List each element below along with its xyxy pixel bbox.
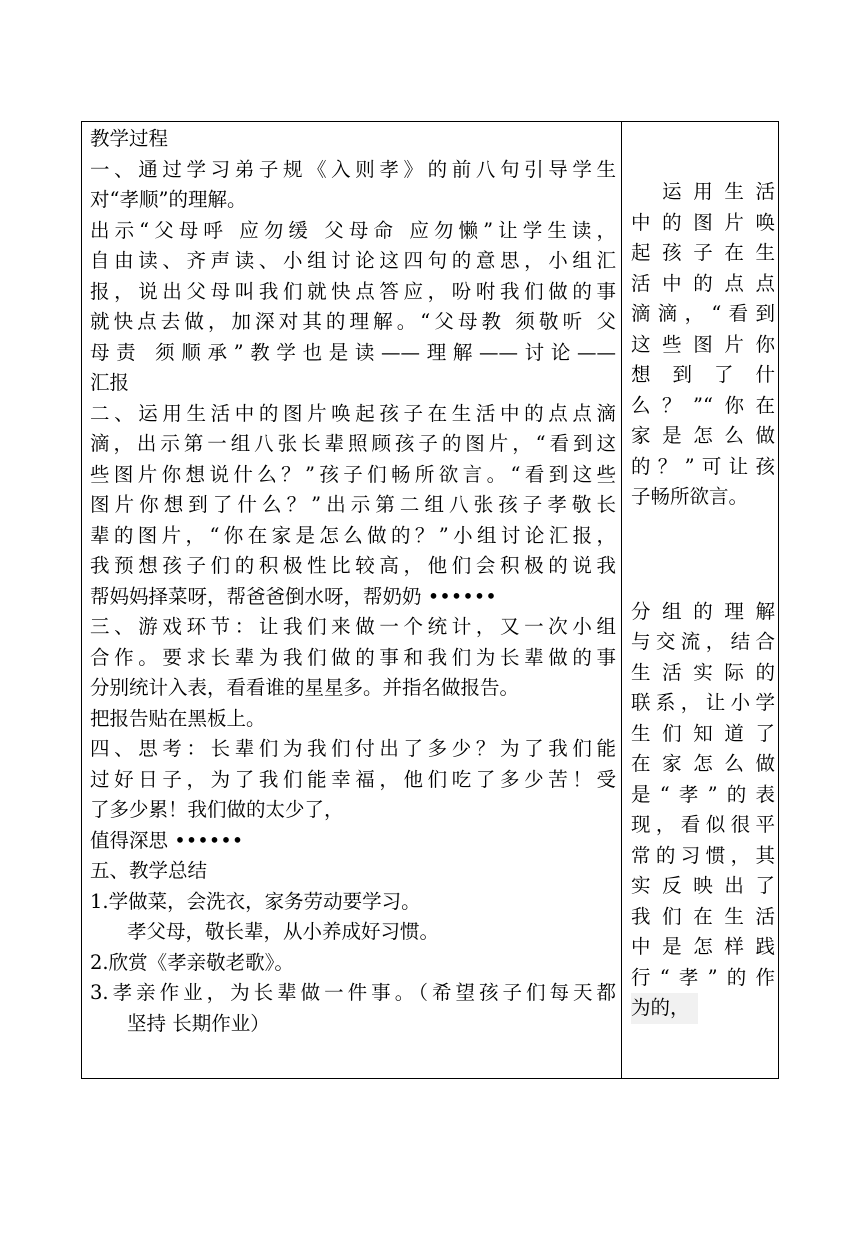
process-line: 出示“父母呼 应勿缓 父母命 应勿懒”让学生读， — [90, 218, 616, 242]
process-line: 帮妈妈择菜呀，帮爸爸倒水呀，帮奶奶 •••••• — [90, 584, 497, 608]
process-line: 五、教学总结 — [90, 859, 208, 882]
process-line: 对“孝顺”的理解。 — [90, 188, 247, 211]
intent-a-line: 中的图片唤 — [631, 210, 775, 234]
process-line: 2.欣赏《孝亲敬老歌》。 — [90, 950, 294, 974]
process-line: 1.学做菜，会洗衣，家务劳动要学习。 — [90, 889, 421, 913]
intent-b-line: 是“孝”的表 — [631, 782, 775, 806]
process-line: 坚持 长期作业） — [127, 1011, 270, 1035]
design-intent-column — [631, 177, 775, 1024]
intent-a-line: 运用生活 — [631, 180, 775, 203]
intent-b-line: 生活实际的 — [631, 660, 775, 684]
process-line: 过好日子，为了我们能幸福，他们吃了多少苦！受 — [90, 767, 616, 791]
lesson-table — [81, 121, 779, 1079]
intent-b-line: 现，看似很平 — [631, 813, 775, 836]
process-line: 二、运用生活中的图片唤起孩子在生活中的点点滴 — [90, 401, 616, 425]
process-line: 四、思考：长辈们为我们付出了多少？为了我们能 — [90, 737, 616, 760]
process-line: 分别统计入表，看看谁的星星多。并指名做报告。 — [90, 676, 520, 699]
process-line: 我预想孩子们的积极性比较高，他们会积极的说我 — [90, 554, 616, 577]
intent-a-line: 想到了什 — [631, 363, 775, 386]
intent-a-line: 么？”“你在 — [631, 393, 775, 417]
process-line: 辈的图片，“你在家是怎么做的？”小组讨论汇报， — [90, 523, 616, 547]
intent-b-line: 生们知道了 — [631, 721, 775, 745]
column-divider — [621, 122, 622, 1078]
process-line: 一、通过学习弟子规《入则孝》的前八句引导学生 — [90, 157, 616, 181]
intent-b-line: 在家怎么做 — [631, 752, 775, 775]
intent-b-line: 常的习惯，其 — [631, 843, 775, 867]
process-line: 教学过程 — [90, 127, 169, 150]
intent-a-line: 起孩子在生 — [631, 241, 775, 264]
process-line: 自由读、齐声读、小组讨论这四句的意思，小组汇 — [90, 249, 616, 272]
process-line: 值得深思 •••••• — [90, 828, 244, 852]
intent-a-line: 家是怎么做 — [631, 424, 775, 447]
teaching-process-column — [90, 124, 616, 1039]
intent-a-line: 这些图片你 — [631, 332, 775, 356]
block-gap — [631, 513, 775, 597]
process-line: 把报告贴在黑板上。 — [90, 706, 266, 730]
intent-b-line-text: 为的， — [631, 993, 698, 1024]
process-line: 汇报 — [90, 371, 130, 394]
process-line: 些图片你想说什么？”孩子们畅所欲言。“看到这些 — [90, 462, 616, 486]
intent-b-line: 联系，让小学 — [631, 691, 775, 714]
intent-b-line: 我们在生活 — [631, 904, 775, 928]
intent-b-line: 与交流，结合 — [631, 630, 775, 653]
process-line: 3.孝亲作业，为长辈做一件事。（希望孩子们每天都 — [90, 981, 616, 1004]
intent-a-line: 活中的点点 — [631, 271, 775, 295]
intent-b-line: 分组的理解 — [631, 599, 775, 623]
process-line: 母责 须顺承”教学也是读——理解——讨论—— — [90, 340, 616, 364]
intent-block-pictures — [631, 177, 775, 513]
intent-a-line: 的？”可让孩 — [631, 454, 775, 478]
process-line: 三、游戏环节：让我们来做一个统计，又一次小组 — [90, 615, 616, 638]
intent-b-line: 行“孝”的作 — [631, 965, 775, 989]
intent-a-line: 滴滴，“看到 — [631, 302, 775, 325]
intent-block-discussion — [631, 597, 775, 1024]
intent-b-line: 实反映出了 — [631, 874, 775, 897]
process-line: 孝父母，敬长辈，从小养成好习惯。 — [127, 920, 440, 943]
process-line: 了多少累！我们做的太少了， — [90, 798, 344, 821]
process-line: 报，说出父母叫我们就快点答应，吩咐我们做的事 — [90, 279, 616, 303]
process-line: 滴，出示第一组八张长辈照顾孩子的图片，“看到这 — [90, 432, 616, 455]
process-line: 就快点去做，加深对其的理解。“父母教 须敬听 父 — [90, 310, 616, 333]
process-line: 图片你想到了什么？”出示第二组八张孩子孝敬长 — [90, 493, 616, 516]
process-line: 合作。要求长辈为我们做的事和我们为长辈做的事 — [90, 645, 616, 669]
intent-b-line — [631, 993, 775, 1024]
intent-a-line: 子畅所欲言。 — [631, 485, 749, 508]
intent-b-line: 中是怎样践 — [631, 935, 775, 958]
